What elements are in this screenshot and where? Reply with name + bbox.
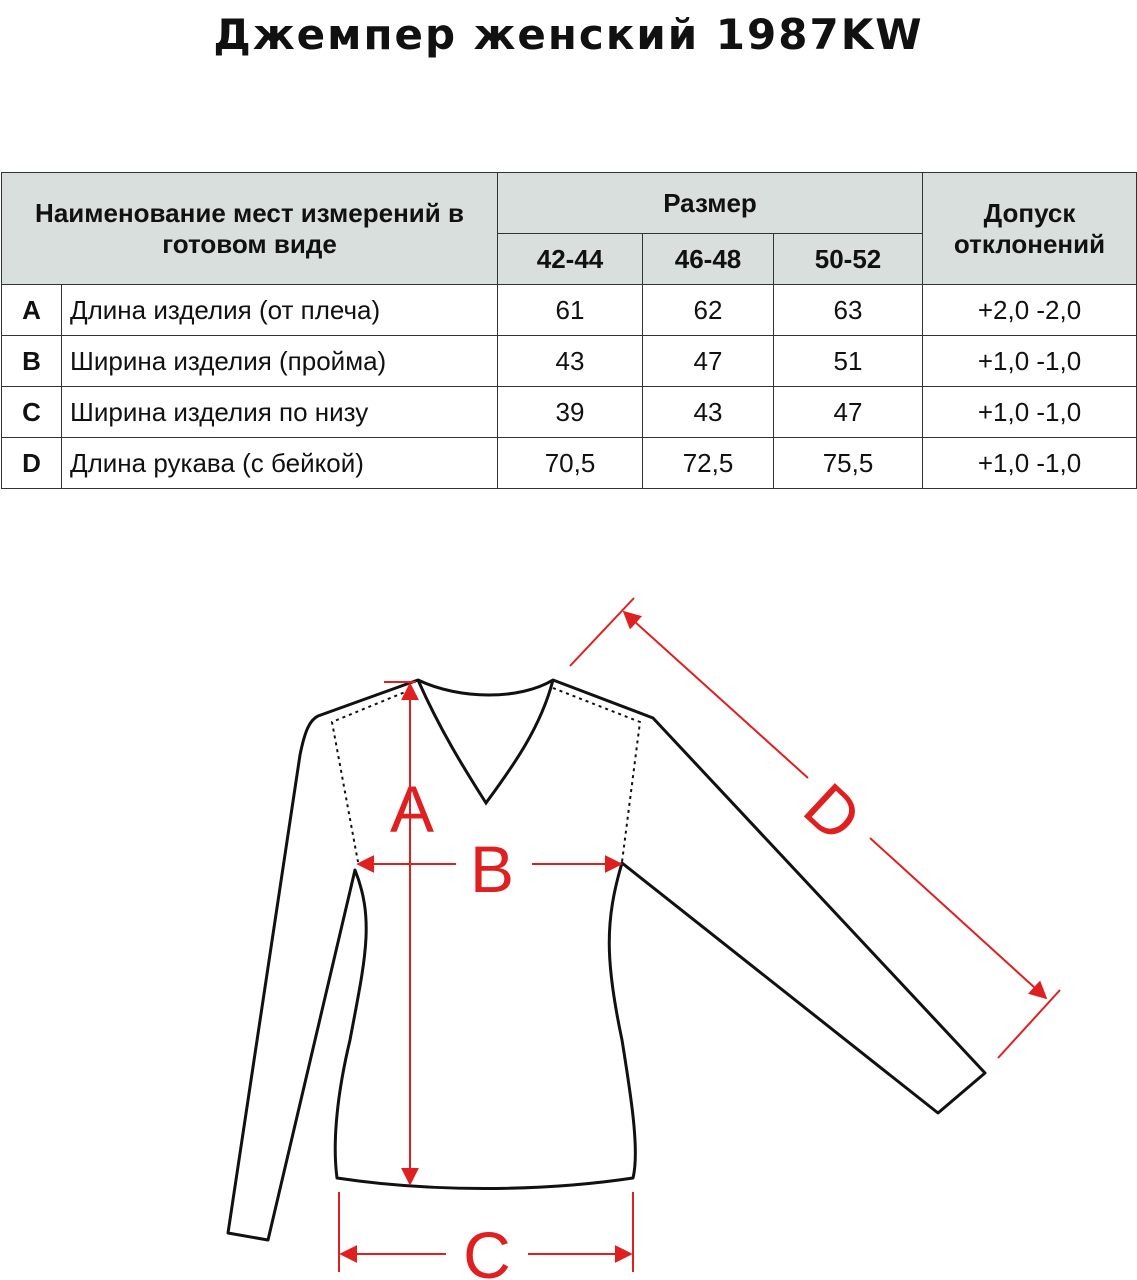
header-size-3: 50-52 [774,234,923,285]
seam-dotted-right [553,688,640,862]
row-code: B [2,336,62,387]
row-code: C [2,387,62,438]
row-value: 51 [774,336,923,387]
measure-b-label: B [469,832,515,906]
row-value: 43 [643,387,774,438]
row-code: D [2,438,62,489]
row-value: 61 [498,285,643,336]
header-size-1: 42-44 [498,234,643,285]
row-value: 47 [774,387,923,438]
header-size: Размер [498,173,923,234]
neckline [418,680,553,803]
row-tolerance: +1,0 -1,0 [923,438,1137,489]
measure-d-tick-top [570,598,634,666]
row-code: A [2,285,62,336]
header-tolerance: Допуск отклонений [923,173,1137,285]
row-value: 72,5 [643,438,774,489]
row-value: 43 [498,336,643,387]
row-tolerance: +1,0 -1,0 [923,336,1137,387]
row-value: 75,5 [774,438,923,489]
measure-c-label: C [463,1218,511,1280]
measure-d-line-upper [624,612,808,778]
header-measurement-name: Наименование мест измерений в готовом виде [2,173,498,285]
header-size-2: 46-48 [643,234,774,285]
measure-d-line-lower [870,838,1046,998]
row-value: 62 [643,285,774,336]
measure-d-tick-bottom [998,990,1060,1058]
row-name: Ширина изделия (пройма) [62,336,498,387]
row-name: Длина рукава (с бейкой) [62,438,498,489]
row-tolerance: +1,0 -1,0 [923,387,1137,438]
row-value: 39 [498,387,643,438]
row-value: 70,5 [498,438,643,489]
jumper-outline [228,680,985,1240]
measure-a-label: A [389,772,435,846]
measure-d-label: D [790,768,876,856]
row-name: Длина изделия (от плеча) [62,285,498,336]
row-tolerance: +2,0 -2,0 [923,285,1137,336]
page-title: Джемпер женский 1987KW [213,10,924,59]
row-value: 63 [774,285,923,336]
row-name: Ширина изделия по низу [62,387,498,438]
row-value: 47 [643,336,774,387]
